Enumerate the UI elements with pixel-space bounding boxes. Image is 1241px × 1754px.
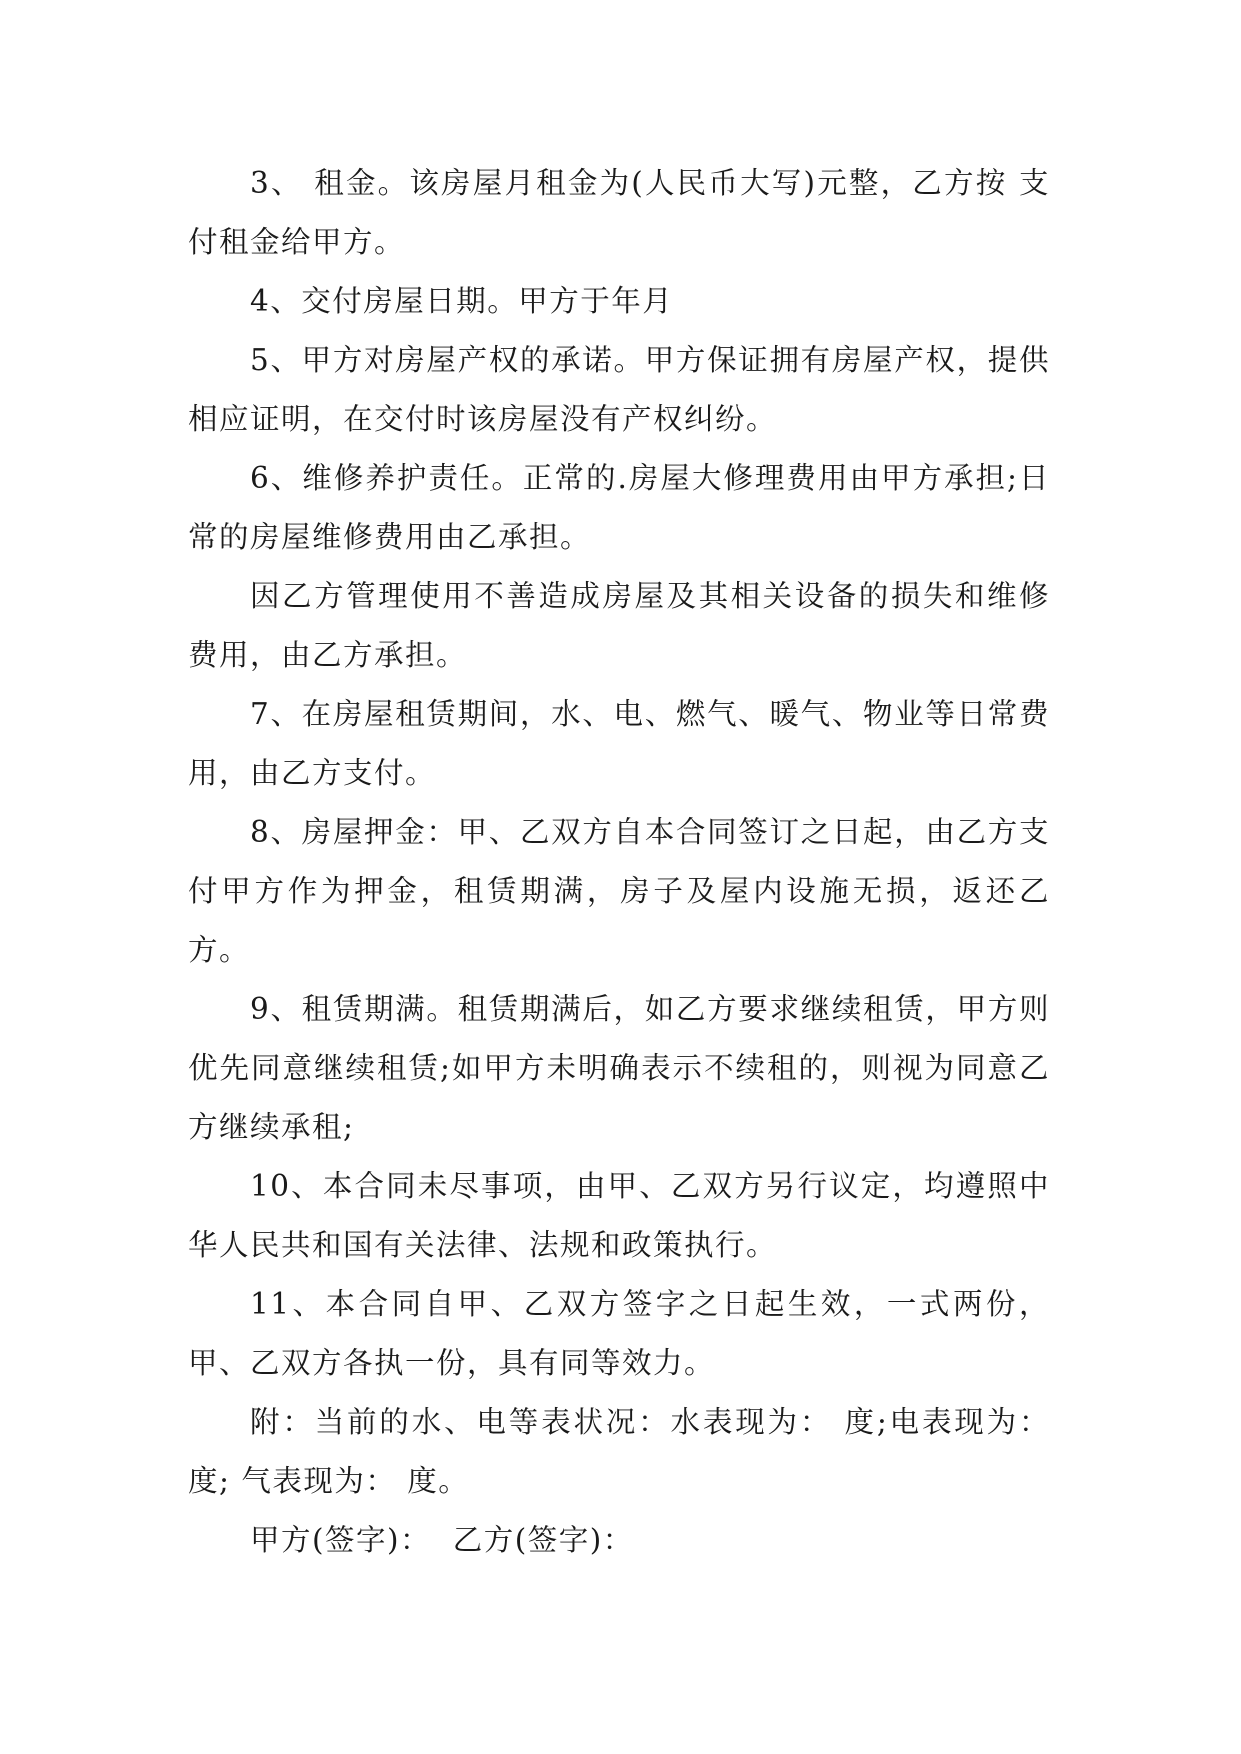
clause-deposit: 8、房屋押金：甲、乙双方自本合同签订之日起，由乙方支付甲方作为押金，租赁期满，房子及屋内设施无损，返还乙方。 <box>188 815 1050 967</box>
clause-rent: 3、 租金。该房屋月租金为(人民币大写)元整，乙方按 支付租金给甲方。 <box>188 166 1050 259</box>
appendix-meter-readings: 附：当前的水、电等表状况：水表现为： 度;电表现为：度; 气表现为： 度。 <box>188 1405 1050 1498</box>
clause-maintenance: 6、维修养护责任。正常的.房屋大修理费用由甲方承担;日常的房屋维修费用由乙承担。 <box>188 461 1050 554</box>
clause-delivery-date: 4、交付房屋日期。甲方于年月 <box>250 284 674 318</box>
clause-utilities: 7、在房屋租赁期间，水、电、燃气、暖气、物业等日常费用，由乙方支付。 <box>188 697 1050 790</box>
clause-effectiveness: 11、本合同自甲、乙双方签字之日起生效，一式两份，甲、乙双方各执一份，具有同等效力。 <box>188 1287 1050 1380</box>
clause-other-matters: 10、本合同未尽事项，由甲、乙双方另行议定，均遵照中华人民共和国有关法律、法规和政策执行。 <box>188 1169 1050 1262</box>
clause-property-rights: 5、甲方对房屋产权的承诺。甲方保证拥有房屋产权，提供相应证明，在交付时该房屋没有产权纠纷。 <box>188 343 1050 436</box>
signature-line: 甲方(签字)： 乙方(签字)： <box>250 1523 634 1557</box>
clause-lease-expiry: 9、租赁期满。租赁期满后，如乙方要求继续租赁，甲方则优先同意继续租赁;如甲方未明确表示不续租的，则视为同意乙方继续承租; <box>188 992 1050 1144</box>
clause-maintenance-damage: 因乙方管理使用不善造成房屋及其相关设备的损失和维修费用，由乙方承担。 <box>188 579 1050 672</box>
document-body <box>188 154 1050 1570</box>
